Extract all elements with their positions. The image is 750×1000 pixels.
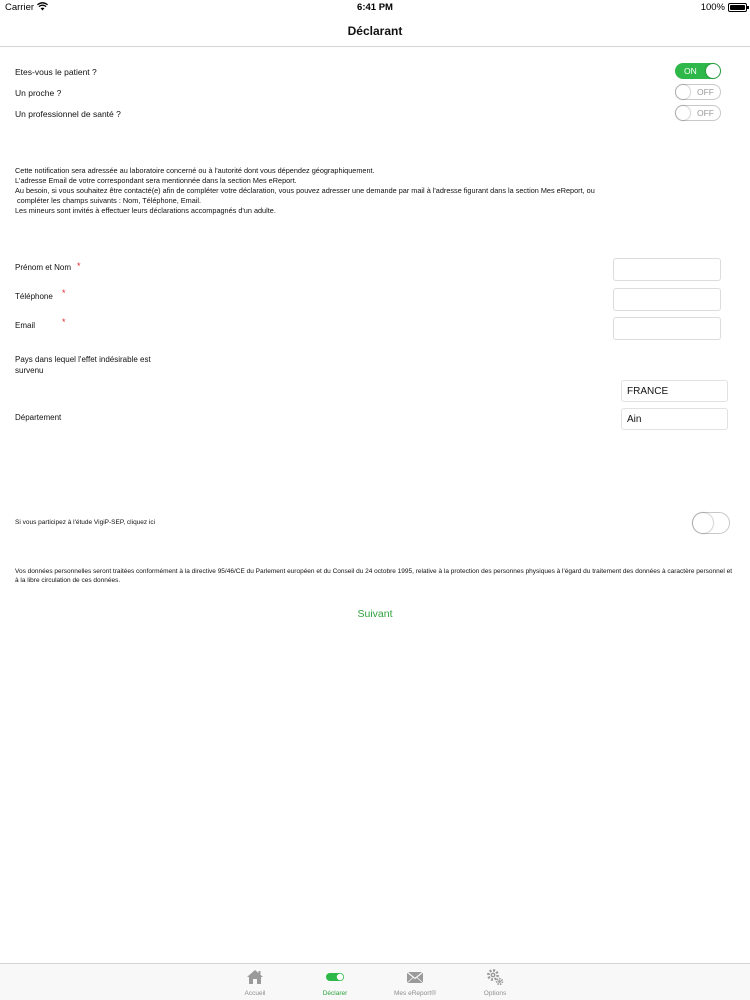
page-title: Déclarant — [347, 24, 403, 38]
patient-toggle[interactable] — [675, 63, 721, 79]
toggle-knob — [693, 513, 713, 533]
tab-bar — [0, 963, 750, 1000]
notice-line: L'adresse Email de votre correspondant sera mentionnée dans la section Mes eReport. — [15, 176, 297, 185]
navigation-bar — [0, 16, 750, 47]
toggle-knob — [706, 64, 720, 78]
health-professional-toggle-label: Un professionnel de santé ? — [15, 109, 121, 119]
notification-info — [15, 166, 735, 216]
envelope-icon — [406, 968, 424, 986]
tab-label: Mes eReport® — [394, 990, 436, 997]
notice-line: compléter les champs suivants : Nom, Téléphone, Email. — [15, 196, 202, 205]
tab-label: Déclarer — [322, 990, 348, 997]
tab-declarer[interactable] — [300, 964, 370, 1000]
name-input[interactable] — [613, 258, 721, 281]
department-label: Département — [15, 413, 62, 422]
battery-percentage: 100% — [700, 2, 725, 13]
department-select[interactable]: Ain — [621, 408, 728, 430]
gears-icon — [486, 968, 504, 986]
tab-accueil[interactable] — [220, 964, 290, 1000]
declare-toggle-icon — [326, 968, 344, 986]
email-label: Email — [15, 321, 36, 330]
name-label: Prénom et Nom — [15, 263, 72, 272]
phone-input[interactable] — [613, 288, 721, 311]
next-button[interactable]: Suivant — [357, 608, 393, 620]
status-time: 6:41 PM — [357, 2, 393, 13]
privacy-notice: Vos données personnelles seront traitées conformément à la directive 95/46/CE du Parlement européen et du Conseil du 24 octobre 1995, relative à la protection des personnes physiques à l'égard du traitement des données à caractère personnel et à la libre circulation de ces données. — [15, 568, 733, 584]
notice-line: Cette notification sera adressée au laboratoire concerné ou à l'autorité dont vous dépendez géographiquement. — [15, 166, 375, 175]
toggle-knob — [676, 106, 690, 120]
tab-options[interactable] — [460, 964, 530, 1000]
required-marker: * — [62, 288, 66, 298]
toggle-knob — [676, 85, 690, 99]
battery-icon — [728, 3, 747, 12]
carrier-label: Carrier — [5, 2, 35, 13]
home-icon — [246, 968, 264, 986]
notice-line: Au besoin, si vous souhaitez être contacté(e) afin de compléter votre déclaration, vous pouvez adresser une demande par mail à l'adresse figurant dans la section Mes eReport, ou — [15, 186, 595, 195]
patient-toggle-state: ON — [684, 66, 697, 76]
relative-toggle-label: Un proche ? — [15, 88, 62, 98]
patient-toggle-label: Etes-vous le patient ? — [15, 67, 97, 77]
email-input[interactable] — [613, 317, 721, 340]
tab-label: Accueil — [244, 990, 266, 997]
tab-label: Options — [483, 990, 507, 997]
relative-toggle-state: OFF — [697, 87, 714, 97]
country-label-line1: Pays dans lequel l'effet indésirable est — [15, 355, 151, 364]
required-marker: * — [77, 261, 81, 271]
relative-toggle[interactable] — [675, 84, 721, 100]
country-label-line2: survenu — [15, 366, 44, 375]
vigip-sep-label: Si vous participez à l'étude VigiP-SEP, cliquez ici — [15, 519, 156, 526]
health-professional-toggle-state: OFF — [697, 108, 714, 118]
country-select[interactable]: FRANCE — [621, 380, 728, 402]
required-marker: * — [62, 317, 66, 327]
status-bar — [0, 0, 750, 16]
phone-label: Téléphone — [15, 292, 53, 301]
notice-line: Les mineurs sont invités à effectuer leurs déclarations accompagnés d'un adulte. — [15, 206, 276, 215]
health-professional-toggle[interactable] — [675, 105, 721, 121]
vigip-sep-toggle[interactable] — [692, 512, 730, 534]
tab-mes-ereport[interactable] — [380, 964, 450, 1000]
